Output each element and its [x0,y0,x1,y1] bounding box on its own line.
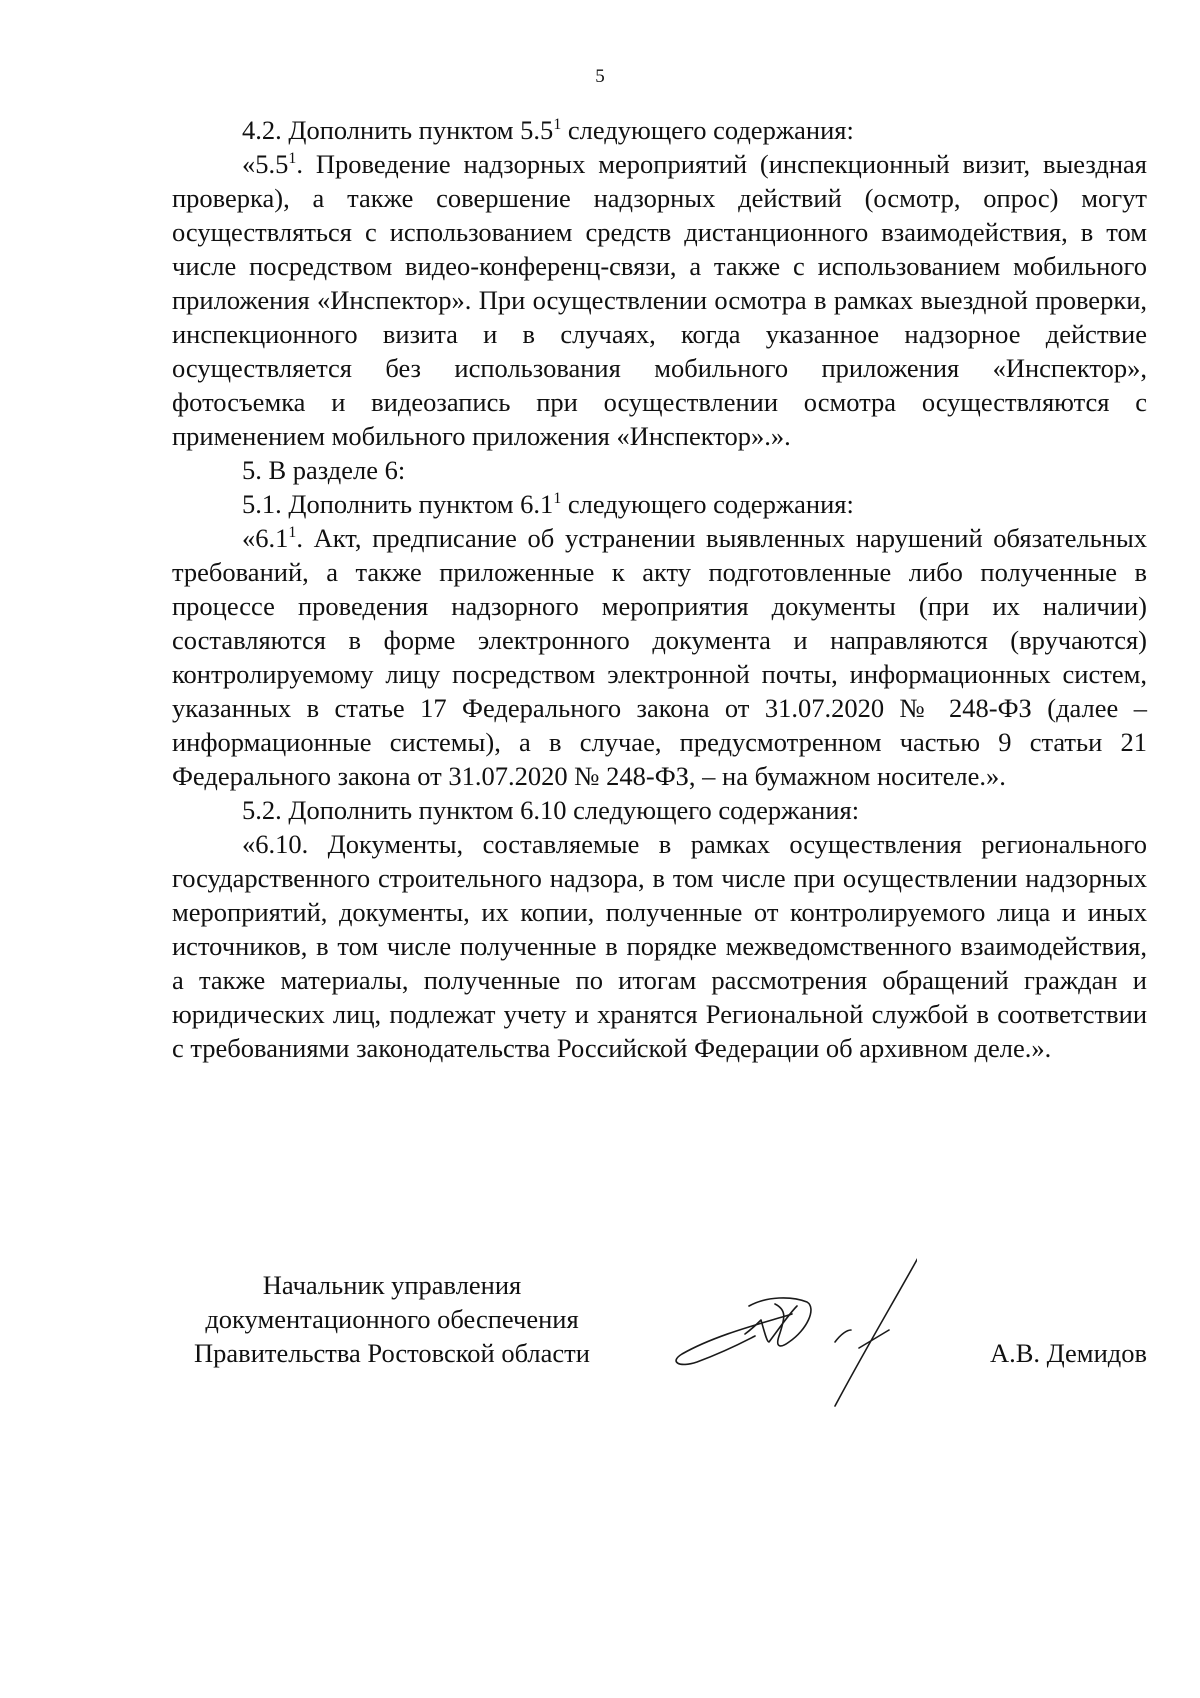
document-body [172,113,1147,1065]
signer-name: А.В. Демидов [989,1338,1147,1368]
paragraph-5: 5. В разделе 6: [242,455,406,485]
signer-position [172,1268,612,1370]
paragraph-5-5-1: «$5.5^1$. Проведение надзорных мероприятий (инспекционный визит, выездная проверка), а также совершение надзорных действий (осмотр, опрос) могут осуществляться с использованием средств дистанционного взаимодействия, в том числе посредством видео-конференц-связи, а также с использованием мобильного приложения «Инспектор». При осуществлении осмотра в рамках выездной проверки, инспекционного визита и в случаях, когда указанное надзорное действие осуществляется без использования мобильного приложения «Инспектор», фотосъемка и видеозапись при осуществлении осмотра осуществляются с применением мобильного приложения «Инспектор».». [172,149,1147,451]
paragraph-5-1: 5.1. Дополнить пунктом $6.1^1$ следующего содержания: [242,489,854,519]
signature-block [172,1268,1147,1418]
paragraph-6-1-1: «$6.1^1$. Акт, предписание об устранении выявленных нарушений обязательных требований, а также приложенные к акту подготовленные либо полученные в процессе проведения надзорного мероприятия документы (при их наличии) составляются в форме электронного документа и направляются (вручаются) контролируемому лицу посредством электронной почты, информационных систем, указанных в статье 17 Федерального закона от 31.07.2020 № 248-ФЗ (далее – информационные системы), а в случае, предусмотренном частью 9 статьи 21 Федерального закона от 31.07.2020 № 248-ФЗ, – на бумажном носителе.». [172,523,1147,791]
paragraph-4-2: 4.2. Дополнить пунктом $5.5^1$ следующего содержания: [242,115,854,145]
handwritten-signature [657,1256,917,1426]
paragraph-5-2: 5.2. Дополнить пунктом 6.10 следующего содержания: [242,795,860,825]
signer-position-line: Правительства Ростовской области [194,1338,590,1368]
signer-position-line: Начальник управления [262,1270,522,1300]
page-number: 5 [595,66,605,87]
paragraph-6-10: «6.10. Документы, составляемые в рамках осуществления регионального государственного строительного надзора, в том числе при осуществлении надзорных мероприятий, документы, их копии, полученные от контролируемого лица и иных источников, в том числе полученные в порядке межведомственного взаимодействия, а также материалы, полученные по итогам рассмотрения обращений граждан и юридических лиц, подлежат учету и хранятся Региональной службой в соответствии с требованиями законодательства Российской Федерации об архивном деле.». [172,829,1147,1063]
signer-position-line: документационного обеспечения [205,1304,579,1334]
